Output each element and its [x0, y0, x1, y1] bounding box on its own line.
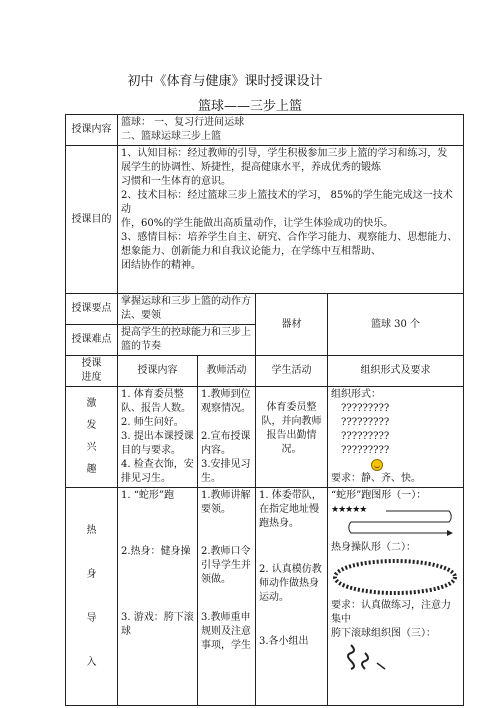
objectives-text: 1、认知目标：经过教师的引导，学生积极参加三步上篮的学习和练习，发 展学生的协调性、矫捷性，提高健康水平，养成优秀的锻炼 习惯和一生体育的意识。 2、技术目标：经过篮球三步上篮技术的学习， 85%的学生能完成这一技术动 作，60%的学生能做出高质量动作，让学生体验成功的快乐。 3、感情目标：培养学生自主、研究、合作学习能力、观察能力、思想能力、 想象能力、创新能力和自我议论能力，在学练中互相帮助、 团结协作的精神。: [118, 146, 464, 294]
interest-org: [328, 387, 464, 488]
difficulty-text: 提高学生的控球能力和三步上篮的节奏: [118, 325, 256, 356]
header-row: [66, 356, 464, 387]
lesson-plan-table: [65, 114, 464, 706]
stage-interest-label: 激 发 兴 趣: [66, 387, 118, 488]
interest-content: 1. 体育委员整队、报告人数。 2. 师生问好。 3. 提出本课授课目的与要求。 4. 检查衣饰，安排见习生。: [118, 387, 198, 488]
interest-teacher: 1.教师到位观察情况。 2.宣布授课内容。 3.安排见习生。: [198, 387, 256, 488]
page-title: 初中《体育与健康》课时授课设计: [127, 74, 323, 89]
header-teacher: 教师活动: [198, 356, 256, 387]
teacher-smiley-icon: [371, 459, 383, 471]
stage-row-interest: [66, 387, 464, 488]
content-label: 授课内容: [66, 115, 118, 146]
warmup-teacher-1: 1.教师讲解要领。: [201, 490, 251, 515]
header-student: 学生活动: [256, 356, 328, 387]
warmup-student-3: 3.各小组出: [259, 636, 309, 647]
warmup-content-3: 3. 游戏：胯下滚球: [121, 612, 194, 637]
page-subtitle: 篮球——三步上篮: [197, 99, 302, 114]
org-label-2: 热身操队形（二）：: [331, 542, 416, 553]
warmup-teacher-3: 3.教师重申规则及注意事项，学生: [201, 612, 251, 651]
stage-row-warmup: [66, 488, 464, 706]
interest-student: 体育委员整队，并向教师报告出勤情况。: [256, 387, 328, 488]
content-line-2: 二、篮球运球三步上篮: [121, 131, 221, 142]
formation-row: ?????????: [341, 445, 390, 456]
key-points-text: 掌握运球和三步上篮的动作方法、要领: [118, 294, 256, 325]
warmup-org: “蛇形”跑图形（一）： ★★★★★ 热身操队形（二）： 要求：认真做练习，注意力集中 胯下滚球组织图（三）：: [328, 488, 464, 706]
warmup-formation-diagram: [331, 557, 459, 597]
header-progress: 授课 进度: [66, 356, 118, 387]
objectives-row: [66, 146, 464, 294]
equipment-value: 篮球 30 个: [328, 294, 464, 356]
stage-warmup-label: 热 身 导 入: [66, 488, 118, 706]
org-label-4: 胯下滚球组织图（三）：: [331, 628, 436, 639]
org-requirement: 要求：静、齐、快。: [331, 473, 421, 484]
formation-row: ?????????: [341, 403, 390, 414]
org-label-3: 要求：认真做练习，注意力集中: [331, 600, 451, 625]
org-form-head: 组织形式：: [331, 389, 381, 400]
warmup-content-2: 2.热身：健身操: [121, 546, 191, 557]
warmup-teacher-2: 2.教师口令引导学生并领做。: [201, 546, 251, 585]
content-line-1: 篮球： 一、复习行进间运球: [121, 117, 245, 128]
warmup-content-1: 1. “蛇形”跑: [121, 490, 174, 501]
ball-roll-diagram: [331, 643, 459, 673]
warmup-teacher: [198, 488, 256, 706]
formation-row: ?????????: [341, 417, 390, 428]
formation-row: ?????????: [341, 431, 390, 442]
content-cell: [118, 115, 464, 146]
header-org: 组织形式及要求: [328, 356, 464, 387]
warmup-student-1: 1. 体委带队，在指定地址慢跑热身。: [259, 490, 322, 529]
difficulty-label: 授课难点: [66, 325, 118, 356]
warmup-content: [118, 488, 198, 706]
warmup-student-2: 2. 认真模仿教师动作做热身运动。: [259, 564, 322, 603]
header-content: 授课内容: [118, 356, 198, 387]
content-row: [66, 115, 464, 146]
equipment-label: 器材: [256, 294, 328, 356]
key-points-label: 授课要点: [66, 294, 118, 325]
org-label-1: “蛇形”跑图形（一）：: [331, 490, 427, 501]
warmup-student: [256, 488, 328, 706]
objectives-label: 授课目的: [66, 146, 118, 294]
key-points-row: [66, 294, 464, 325]
